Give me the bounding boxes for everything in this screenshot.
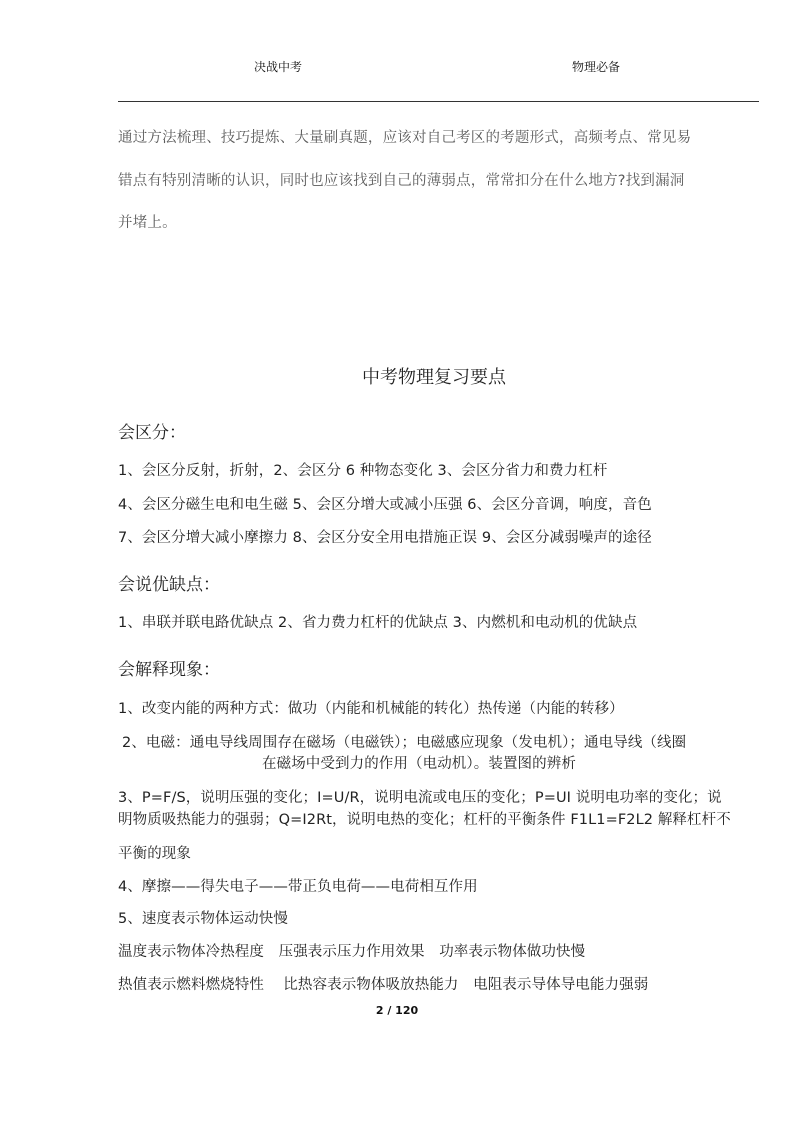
explain-line-7: 4、摩擦——得失电子——带正负电荷——电荷相互作用 — [118, 879, 478, 895]
pros-cons-line-1: 1、串联并联电路优缺点 2、省力费力杠杆的优缺点 3、内燃机和电动机的优缺点 — [118, 615, 638, 631]
intro-line-2: 错点有特别清晰的认识，同时也应该找到自己的薄弱点，常常扣分在什么地方?找到漏洞 — [118, 173, 685, 189]
intro-line-3: 并堵上。 — [118, 215, 177, 231]
page-number: 2 / 120 — [375, 1004, 419, 1017]
section-heading-pros-cons: 会说优缺点： — [118, 575, 220, 595]
header-right-title: 物理必备 — [572, 60, 621, 74]
intro-line-1: 通过方法梳理、技巧提炼、大量刷真题，应该对自己考区的考题形式，高频考点、常见易 — [118, 130, 692, 146]
explain-line-1: 1、改变内能的两种方式：做功（内能和机械能的转化）热传递（内能的转移） — [118, 701, 624, 717]
section-heading-distinguish: 会区分： — [118, 423, 186, 443]
explain-line-4: 3、P=F/S，说明压强的变化；I=U/R，说明电流或电压的变化；P=UI 说明电功率的变化；说 — [118, 790, 722, 806]
header-left-title: 决战中考 — [254, 60, 303, 74]
explain-line-2: 2、电磁：通电导线周围存在磁场（电磁铁）；电磁感应现象（发电机）；通电导线（线圈 — [122, 735, 687, 751]
explain-line-8: 5、速度表示物体运动快慢 — [118, 911, 288, 927]
distinguish-line-2: 4、会区分磁生电和电生磁 5、会区分增大或减小压强 6、会区分音调，响度，音色 — [118, 497, 652, 513]
explain-line-3: 在磁场中受到力的作用（电动机）。装置图的辨析 — [262, 756, 576, 772]
distinguish-line-1: 1、会区分反射，折射，2、会区分 6 种物态变化 3、会区分省力和费力杠杆 — [118, 463, 608, 479]
explain-line-9: 温度表示物体冷热程度 压强表示压力作用效果 功率表示物体做功快慢 — [118, 944, 586, 960]
section-heading-explain: 会解释现象： — [118, 660, 220, 680]
explain-line-6: 平衡的现象 — [118, 846, 191, 862]
explain-line-10: 热值表示燃料燃烧特性 比热容表示物体吸放热能力 电阻表示导体导电能力强弱 — [118, 977, 649, 993]
distinguish-line-3: 7、会区分增大减小摩擦力 8、会区分安全用电措施正误 9、会区分减弱噪声的途径 — [118, 530, 652, 546]
explain-line-5: 明物质吸热能力的强弱；Q=I2Rt，说明电热的变化；杠杆的平衡条件 F1L1=F2L2 解释杠杆不 — [118, 812, 731, 828]
header-divider — [118, 101, 759, 102]
page-title: 中考物理复习要点 — [362, 367, 506, 388]
